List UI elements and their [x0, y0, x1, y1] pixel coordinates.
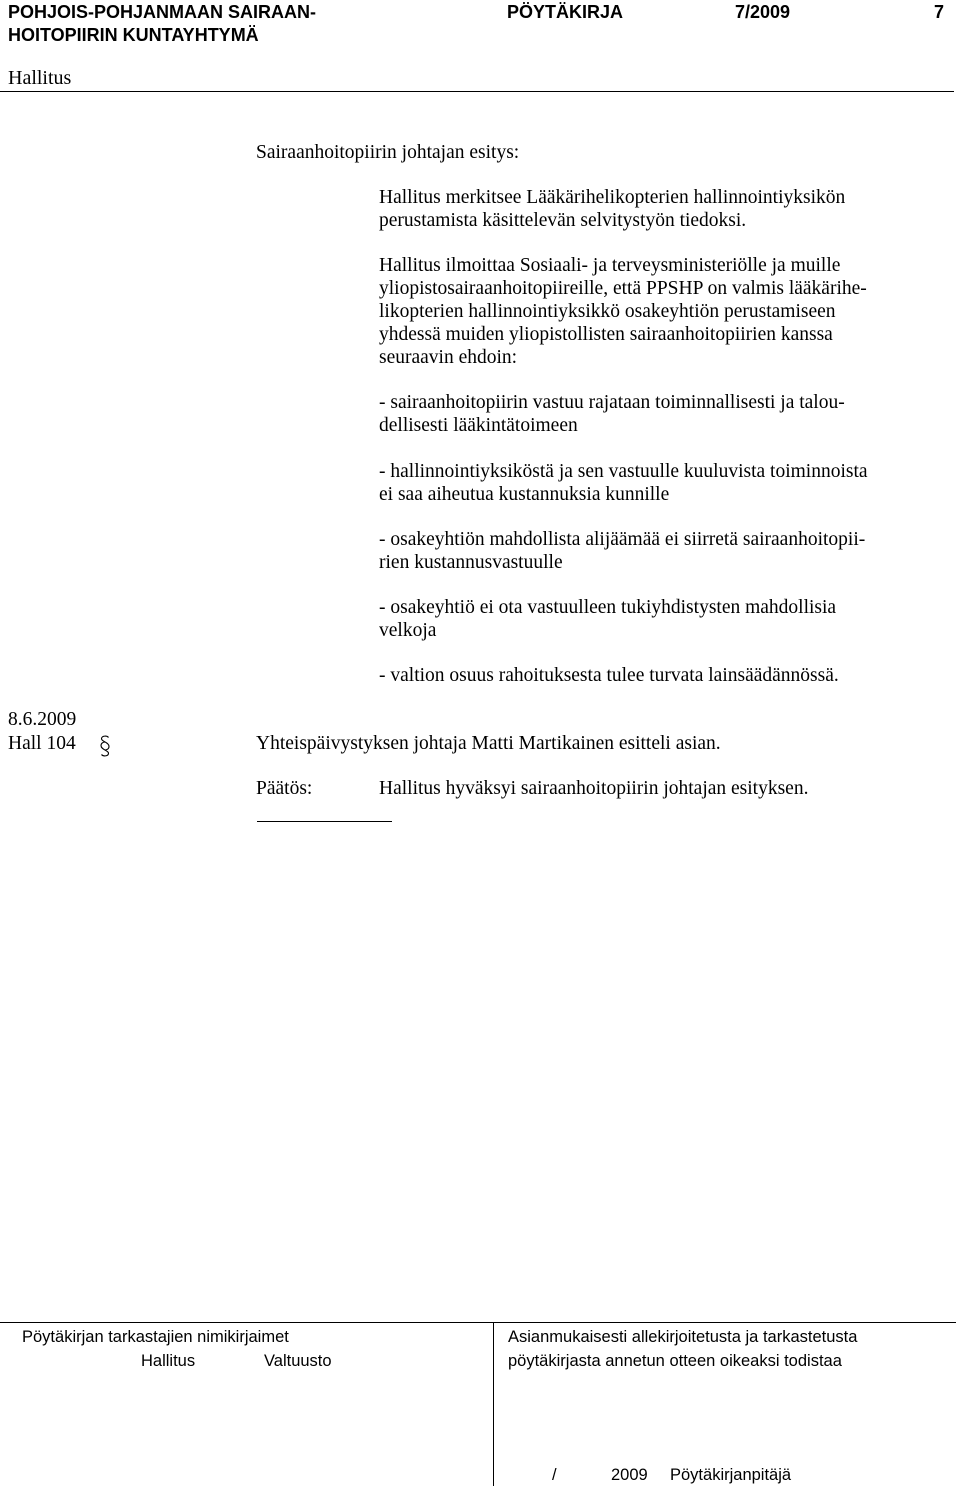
paragraph-2-line: yhdessä muiden yliopistollisten sairaanhoitopiirien kanssa: [379, 324, 833, 345]
condition-line: rien kustannusvastuulle: [379, 552, 563, 573]
paragraph-1-line: Hallitus merkitsee Lääkärihelikopterien hallinnointiyksikön: [379, 187, 846, 208]
condition-item: [379, 460, 954, 506]
paragraph-2-line: yliopistosairaanhoitopiireille, että PPSHP on valmis lääkärihe-: [379, 278, 867, 299]
proposal-heading: Sairaanhoitopiirin johtajan esitys:: [256, 142, 520, 163]
organization-name-line1: POHJOIS-POHJANMAAN SAIRAAN-: [8, 2, 317, 22]
condition-item: [379, 528, 954, 574]
decision-text: Hallitus hyväksyi sairaanhoitopiirin johtajan esityksen.: [379, 778, 809, 799]
page-number: 7: [934, 2, 945, 22]
section-end-rule: [257, 821, 392, 822]
condition-item: [379, 391, 954, 437]
condition-line: ei saa aiheutua kustannuksia kunnille: [379, 484, 670, 505]
footer-inspector-column-valtuusto: Valtuusto: [264, 1352, 332, 1370]
condition-item: [379, 596, 954, 642]
presenter-line: Yhteispäivystyksen johtaja Matti Martikainen esitteli asian.: [256, 733, 721, 754]
condition-line: - osakeyhtiön mahdollista alijäämää ei siirretä sairaanhoitopii-: [379, 529, 866, 550]
footer-inspector-column-hallitus: Hallitus: [141, 1352, 196, 1370]
section-sign-icon: [96, 734, 114, 758]
condition-line: - sairaanhoitopiirin vastuu rajataan toiminnallisesti ja talou-: [379, 392, 845, 413]
footer-date-year: 2009: [611, 1466, 648, 1484]
document-number: 7/2009: [735, 2, 791, 22]
footer-inspectors-heading: Pöytäkirjan tarkastajien nimikirjaimet: [22, 1328, 289, 1346]
condition-line: velkoja: [379, 620, 437, 641]
paragraph-2-line: likopterien hallinnointiyksikkö osakeyhtiön perustamiseen: [379, 301, 836, 322]
meeting-date: 8.6.2009: [8, 709, 77, 730]
footer-rule: [0, 1322, 956, 1323]
condition-line: - valtion osuus rahoituksesta tulee turvata lainsäädännössä.: [379, 665, 839, 686]
header-rule: [0, 91, 954, 92]
footer-divider: [493, 1322, 494, 1486]
footer-date-slash: /: [552, 1466, 557, 1484]
organization-name: [8, 1, 316, 47]
footer-certification-line1: Asianmukaisesti allekirjoitetusta ja tarkastetusta: [508, 1328, 858, 1346]
paragraph-2-line: seuraavin ehdoin:: [379, 347, 518, 368]
condition-line: - osakeyhtiö ei ota vastuulleen tukiyhdistysten mahdollisia: [379, 597, 837, 618]
footer-certification-line2: pöytäkirjasta annetun otteen oikeaksi todistaa: [508, 1352, 842, 1370]
paragraph-1: [379, 186, 954, 232]
governing-body: Hallitus: [8, 67, 72, 89]
decision-label: Päätös:: [256, 778, 313, 799]
condition-line: - hallinnointiyksiköstä ja sen vastuulle kuuluvista toiminnoista: [379, 461, 868, 482]
paragraph-2-line: Hallitus ilmoittaa Sosiaali- ja terveysministeriölle ja muille: [379, 255, 841, 276]
condition-line: dellisesti lääkintätoimeen: [379, 415, 578, 436]
paragraph-2: [379, 254, 954, 369]
document-type: PÖYTÄKIRJA: [507, 2, 624, 22]
condition-item: [379, 664, 954, 687]
footer-keeper-label: Pöytäkirjanpitäjä: [670, 1466, 792, 1484]
paragraph-1-line: perustamista käsittelevän selvitystyön tiedoksi.: [379, 210, 747, 231]
organization-name-line2: HOITOPIIRIN KUNTAYHTYMÄ: [8, 25, 259, 45]
section-reference: Hall 104: [8, 733, 76, 754]
